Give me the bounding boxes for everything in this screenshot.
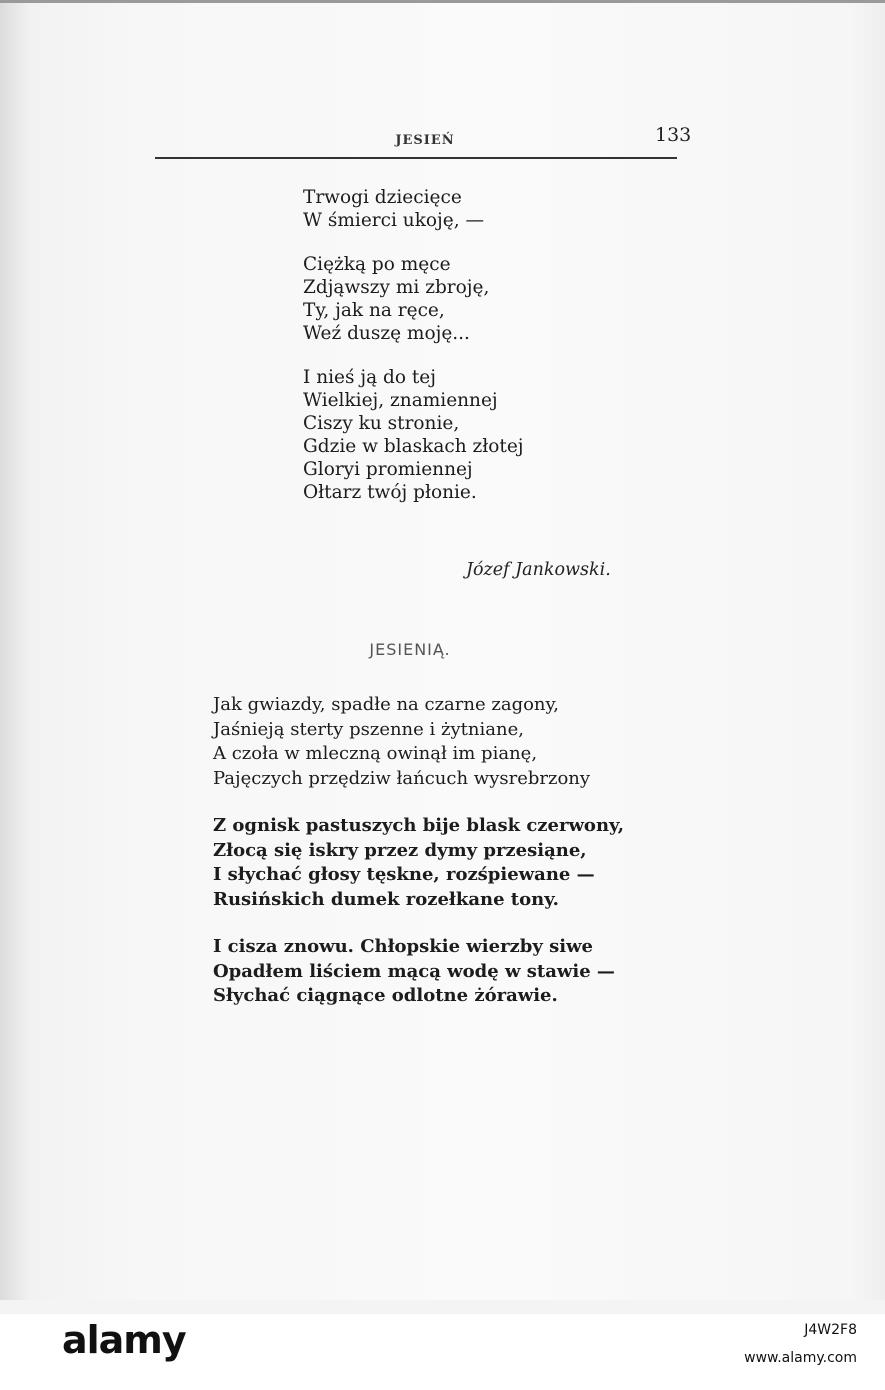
poem-line: Wielkiej, znamiennej xyxy=(303,390,498,411)
poem-line: Pajęczych przędziw łańcuch wysrebrzony xyxy=(213,767,591,789)
poem-line: Rusińskich dumek rozełkane tony. xyxy=(213,888,559,910)
poem-line: Gdzie w blaskach złotej xyxy=(303,436,524,457)
poem-line: Trwogi dziecięce xyxy=(303,187,462,208)
poem-line: Jak gwiazdy, spadłe na czarne zagony, xyxy=(213,694,560,715)
poem-author: Józef Jankowski. xyxy=(466,560,611,580)
poem-line: Zdjąwszy mi zbroję, xyxy=(303,277,490,298)
poem-line: I słychać głosy tęskne, rozśpiewane — xyxy=(213,864,595,885)
poem-continuation xyxy=(303,186,524,504)
poem-line: Ciszy ku stronie, xyxy=(303,413,460,434)
poem-line: I cisza znowu. Chłopskie wierzby siwe xyxy=(213,936,594,957)
page-number: 133 xyxy=(655,124,692,146)
alamy-logo: alamy xyxy=(62,1318,186,1362)
footer-divider xyxy=(0,1300,885,1314)
header-rule xyxy=(155,157,677,159)
poem-line: Gloryi promiennej xyxy=(303,459,473,480)
poem-line: A czoła w mleczną owinął im pianę, xyxy=(213,743,538,764)
poem-line: Ty, jak na ręce, xyxy=(303,300,445,321)
poem-line: Jaśnieją sterty pszenne i żytniane, xyxy=(213,718,524,740)
poem-line: Słychać ciągnące odlotne żórawie. xyxy=(213,985,558,1006)
poem-line: Opadłem liściem mącą wodę w stawie — xyxy=(213,960,615,982)
running-head: JESIEŃ xyxy=(395,133,455,148)
image-id: J4W2F8 xyxy=(804,1322,857,1338)
poem-line: Weź duszę moję... xyxy=(303,323,470,344)
poem-line: I nieś ją do tej xyxy=(303,367,436,388)
poem-line: Ciężką po męce xyxy=(303,254,451,275)
poem-line: Ołtarz twój płonie. xyxy=(303,482,477,503)
poem-title: JESIENIĄ. xyxy=(369,640,451,659)
poem-line: Złocą się iskry przez dymy przesiąne, xyxy=(213,839,587,861)
poem-line: W śmierci ukoję, — xyxy=(303,210,485,231)
poem-line: Z ognisk pastuszych bije blask czerwony, xyxy=(213,815,625,836)
stock-footer xyxy=(0,1300,885,1390)
page-edge xyxy=(0,0,885,3)
site-url: www.alamy.com xyxy=(744,1350,857,1366)
poem-jesienia xyxy=(213,693,624,1009)
